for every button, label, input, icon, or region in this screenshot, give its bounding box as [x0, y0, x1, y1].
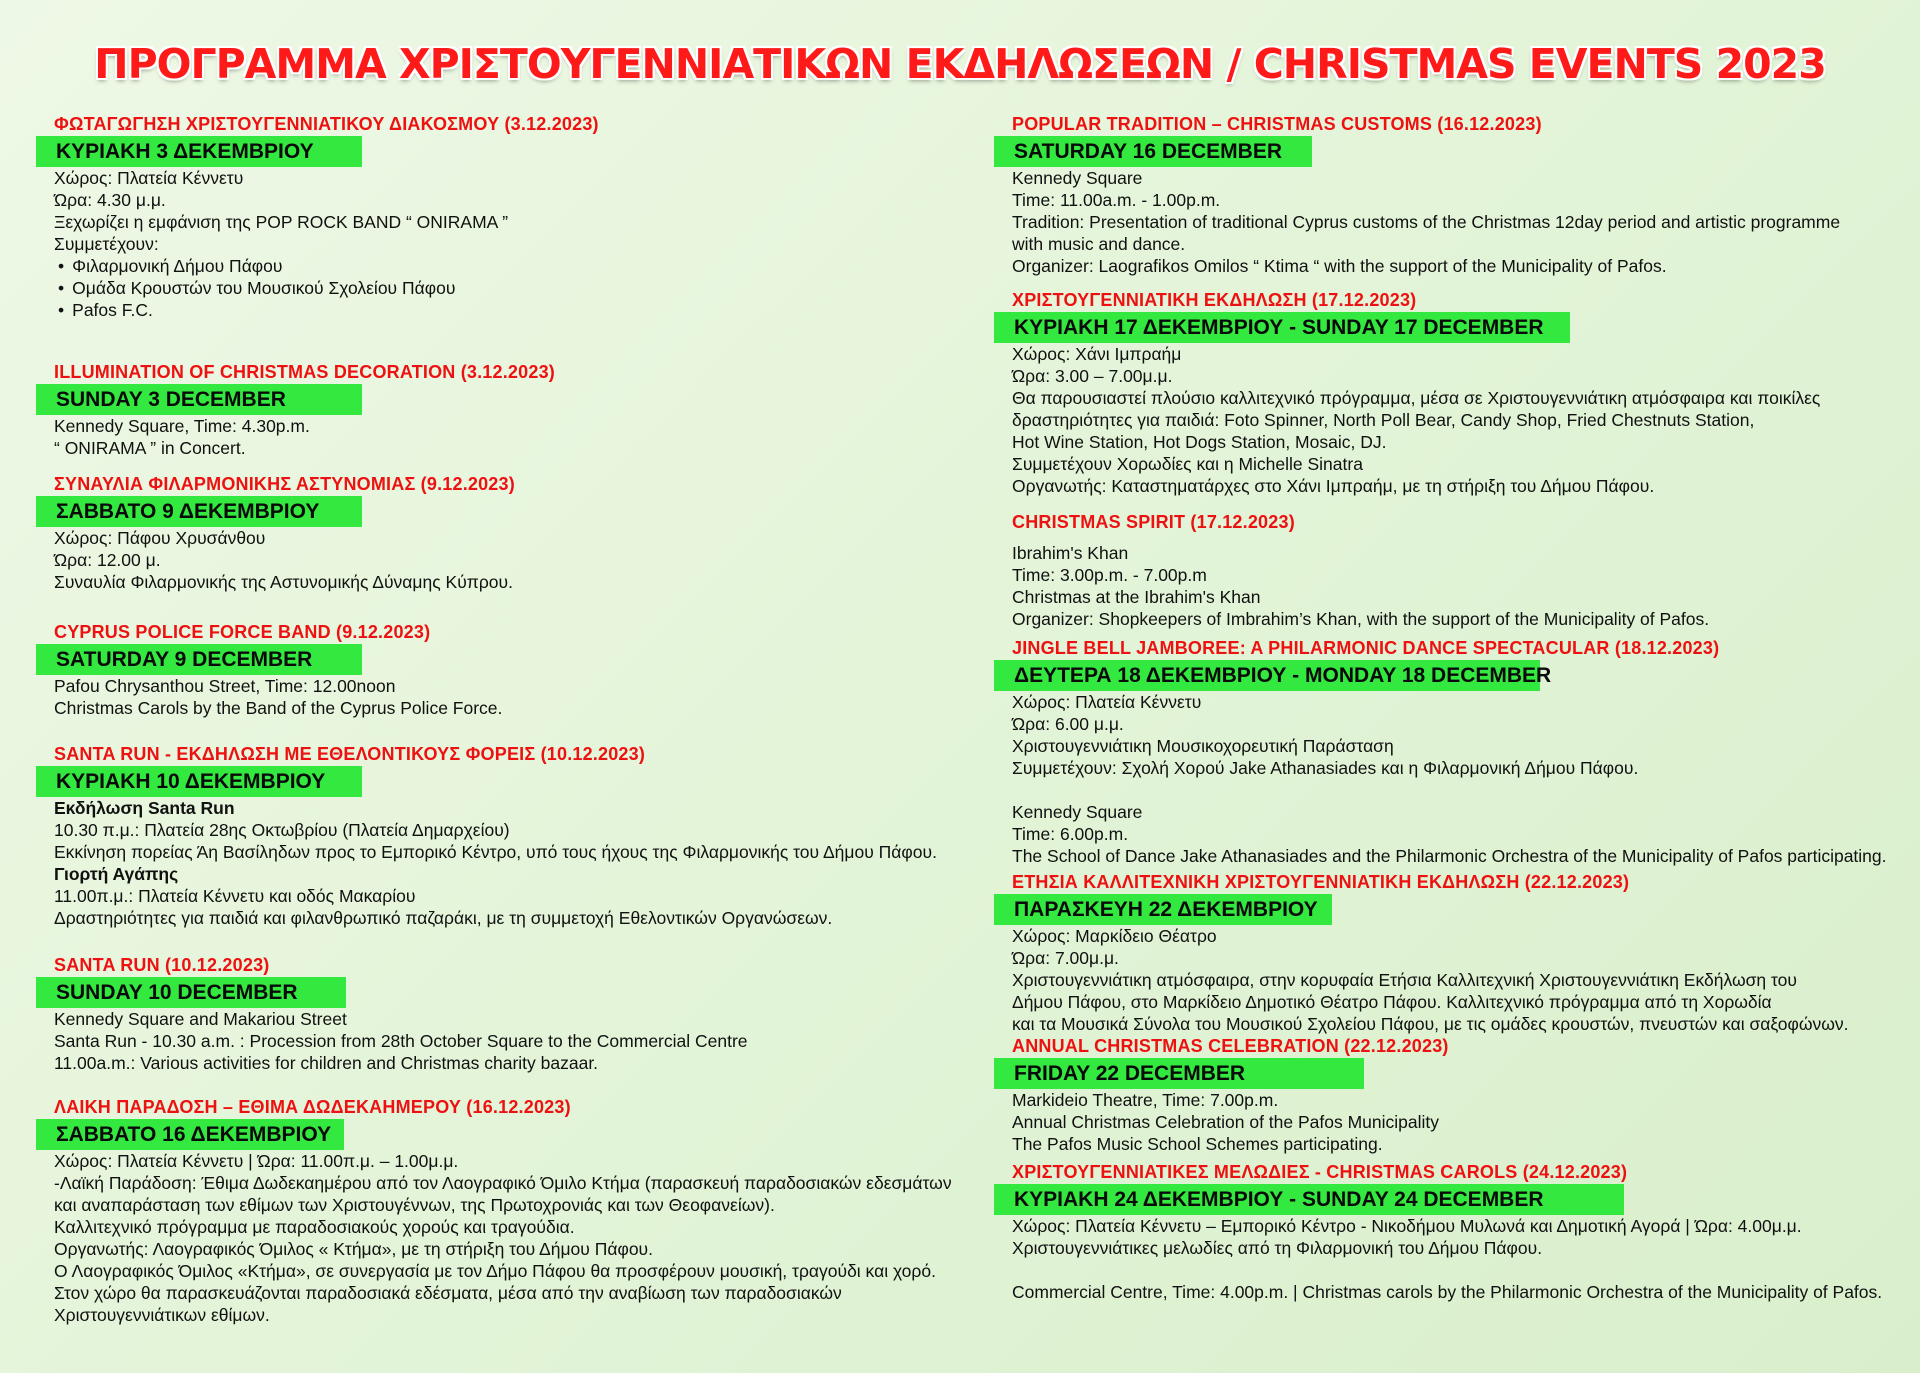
event-detail-line: Χριστουγεννιάτικη ατμόσφαιρα, στην κορυφαία Ετήσια Καλλιτεχνική Χριστουγεννιάτικη Εκδήλωση του [1012, 970, 1797, 990]
event-section [1012, 636, 1912, 867]
event-detail-line: Christmas Carols by the Band of the Cyprus Police Force. [54, 698, 503, 718]
event-detail-line: Χριστουγεννιάτικες μελωδίες από τη Φιλαρμονική του Δήμου Πάφου. [1012, 1238, 1543, 1258]
event-details [1012, 542, 1912, 630]
event-detail-line: 11.00a.m.: Various activities for children and Christmas charity bazaar. [54, 1053, 599, 1073]
event-detail-line: Kennedy Square, Time: 4.30p.m. [54, 416, 310, 436]
event-title: SANTA RUN (10.12.2023) [54, 955, 270, 975]
event-detail-line: Χώρος: Πλατεία Κέννετυ – Εμπορικό Κέντρο - Νικοδήμου Μυλωνά και Δημοτική Αγορά | Ώρα: 4.00μ.μ. [1012, 1216, 1802, 1236]
event-detail-line: The Pafos Music School Schemes participating. [1012, 1134, 1383, 1154]
event-details [1012, 925, 1912, 1035]
event-detail-line: Ibrahim's Khan [1012, 543, 1129, 563]
event-details [54, 675, 974, 719]
event-date-bar: ΚΥΡΙΑΚΗ 17 ΔΕΚΕΜΒΡΙΟΥ - SUNDAY 17 DECEMBER [994, 312, 1570, 343]
event-detail-line: και αναπαράσταση των εθίμων των Χριστουγέννων, της Πρωτοχρονιάς και των Θεοφανείων). [54, 1195, 775, 1215]
event-date-bar: SUNDAY 10 DECEMBER [36, 977, 346, 1008]
event-date-bar: SATURDAY 16 DECEMBER [994, 136, 1312, 167]
event-detail-line: 10.30 π.μ.: Πλατεία 28ης Οκτωβρίου (Πλατεία Δημαρχείου) [54, 820, 510, 840]
event-section [54, 953, 974, 1074]
event-detail-line: Συμμετέχουν Χορωδίες και η Michelle Sinatra [1012, 454, 1363, 474]
event-date-bar: ΚΥΡΙΑΚΗ 10 ΔΕΚΕΜΒΡΙΟΥ [36, 766, 362, 797]
event-detail-line: Markideio Theatre, Time: 7.00p.m. [1012, 1090, 1279, 1110]
event-detail-line: Kennedy Square and Makariou Street [54, 1009, 347, 1029]
event-detail-line: Χώρος: Πλατεία Κέννετυ | Ώρα: 11.00π.μ. – 1.00μ.μ. [54, 1151, 459, 1171]
event-detail-line: Οργανωτής: Καταστηματάρχες στο Χάνι Ιμπραήμ, με τη στήριξη του Δήμου Πάφου. [1012, 476, 1655, 496]
event-detail-line: Ώρα: 12.00 μ. [54, 550, 161, 570]
event-detail-line: Χριστουγεννιάτικων εθίμων. [54, 1305, 270, 1325]
event-title: ΧΡΙΣΤΟΥΓΕΝΝΙΑΤΙΚΗ ΕΚΔΗΛΩΣΗ (17.12.2023) [1012, 290, 1417, 310]
event-detail-line: Ο Λαογραφικός Όμιλος «Κτήμα», σε συνεργασία με τον Δήμο Πάφου θα προσφέρουν μουσική, τραγούδι και χορό. [54, 1261, 936, 1281]
event-details [54, 1008, 974, 1074]
event-detail-line: Συμμετέχουν: Σχολή Χορού Jake Athanasiades και η Φιλαρμονική Δήμου Πάφου. [1012, 758, 1639, 778]
event-detail-line: Ώρα: 3.00 – 7.00μ.μ. [1012, 366, 1173, 386]
event-section [1012, 870, 1912, 1035]
event-details [1012, 691, 1912, 867]
event-section [54, 1095, 974, 1326]
event-detail-line: και τα Μουσικά Σύνολα του Μουσικού Σχολείου Πάφου, με τις ομάδες κρουστών, πνευστών και σαξοφώνων. [1012, 1014, 1849, 1034]
event-details [1012, 1215, 1912, 1303]
event-detail-line [1012, 779, 1912, 801]
event-detail-line: Organizer: Shopkeepers of Imbrahim’s Khan, with the support of the Municipality of Pafos. [1012, 609, 1710, 629]
event-date-bar: ΣΑΒΒΑΤΟ 16 ΔΕΚΕΜΒΡΙΟΥ [36, 1119, 344, 1150]
event-detail-line: Συναυλία Φιλαρμονικής της Αστυνομικής Δύναμης Κύπρου. [54, 572, 513, 592]
event-detail-line: • Ομάδα Κρουστών του Μουσικού Σχολείου Πάφου [54, 277, 974, 299]
event-detail-line: “ ONIRAMA ” in Concert. [54, 438, 246, 458]
event-detail-line: Οργανωτής: Λαογραφικός Όμιλος « Κτήμα», με τη στήριξη του Δήμου Πάφου. [54, 1239, 653, 1259]
event-date-bar: SUNDAY 3 DECEMBER [36, 384, 362, 415]
event-detail-line: Pafou Chrysanthou Street, Time: 12.00noon [54, 676, 396, 696]
event-details [54, 167, 974, 321]
event-title: ΕΤΗΣΙΑ ΚΑΛΛΙΤΕΧΝΙΚΗ ΧΡΙΣΤΟΥΓΕΝΝΙΑΤΙΚΗ ΕΚΔΗΛΩΣΗ (22.12.2023) [1012, 872, 1630, 892]
event-detail-line: • Pafos F.C. [54, 299, 974, 321]
event-detail-line: Εκκίνηση πορείας Άη Βασίληδων προς το Εμπορικό Κέντρο, υπό τους ήχους της Φιλαρμονικής του Δήμου Πάφου. [54, 842, 937, 862]
event-detail-line: Ώρα: 4.30 μ.μ. [54, 190, 166, 210]
event-detail-line: Θα παρουσιαστεί πλούσιο καλλιτεχνικό πρόγραμμα, μέσα σε Χριστουγεννιάτικη ατμόσφαιρα και ποικίλες [1012, 388, 1821, 408]
event-detail-line: The School of Dance Jake Athanasiades and the Philarmonic Orchestra of the Municipality of Pafos participating. [1012, 846, 1887, 866]
event-detail-line: Δήμου Πάφου, στο Μαρκίδειο Δημοτικό Θέατρο Πάφου. Καλλιτεχνικό πρόγραμμα από τη Χορωδία [1012, 992, 1772, 1012]
event-detail-line [1012, 1259, 1912, 1281]
event-detail-line: Annual Christmas Celebration of the Pafos Municipality [1012, 1112, 1440, 1132]
event-section [54, 112, 974, 321]
event-detail-line: Δραστηριότητες για παιδιά και φιλανθρωπικό παζαράκι, με τη συμμετοχή Εθελοντικών Οργανώσεων. [54, 908, 833, 928]
event-detail-line: Στον χώρο θα παρασκευάζονται παραδοσιακά εδέσματα, μέσα από την αναβίωση των παραδοσιακών [54, 1283, 842, 1303]
event-detail-line: Hot Wine Station, Hot Dogs Station, Mosaic, DJ. [1012, 432, 1387, 452]
event-detail-line: Συμμετέχουν: [54, 234, 159, 254]
event-title: ΧΡΙΣΤΟΥΓΕΝΝΙΑΤΙΚΕΣ ΜΕΛΩΔΙΕΣ - CHRISTMAS CAROLS (24.12.2023) [1012, 1162, 1628, 1182]
event-detail-line: δραστηριότητες για παιδιά: Foto Spinner, North Poll Bear, Candy Shop, Fried Chestnuts Station, [1012, 410, 1755, 430]
event-detail-line: Ώρα: 6.00 μ.μ. [1012, 714, 1124, 734]
event-detail-line: Χώρος: Πάφου Χρυσάνθου [54, 528, 266, 548]
event-date-bar: ΣΑΒΒΑΤΟ 9 ΔΕΚΕΜΒΡΙΟΥ [36, 496, 362, 527]
event-date-bar: ΚΥΡΙΑΚΗ 24 ΔΕΚΕΜΒΡΙΟΥ - SUNDAY 24 DECEMBER [994, 1184, 1624, 1215]
event-section [1012, 112, 1912, 277]
event-detail-line: Χριστουγεννιάτικη Μουσικοχορευτική Παράσταση [1012, 736, 1394, 756]
event-detail-line: Ξεχωρίζει η εμφάνιση της POP ROCK BAND “ ONIRAMA ” [54, 212, 509, 232]
event-detail-line: Organizer: Laografikos Omilos “ Ktima “ with the support of the Municipality of Pafos. [1012, 256, 1667, 276]
event-details [1012, 167, 1912, 277]
event-detail-line: Kennedy Square [1012, 168, 1143, 188]
page-title: ΠΡΟΓΡΑΜΜΑ ΧΡΙΣΤΟΥΓΕΝΝΙΑΤΙΚΩΝ ΕΚΔΗΛΩΣΕΩΝ / CHRISTMAS EVENTS 2023 [94, 40, 1826, 88]
event-section [54, 472, 974, 593]
event-section [1012, 288, 1912, 497]
event-details [54, 797, 974, 929]
event-detail-line: Kennedy Square [1012, 802, 1143, 822]
event-detail-line: Χώρος: Πλατεία Κέννετυ [54, 168, 244, 188]
event-detail-line: Tradition: Presentation of traditional Cyprus customs of the Christmas 12day period and artistic programme [1012, 212, 1841, 232]
event-title: POPULAR TRADITION – CHRISTMAS CUSTOMS (16.12.2023) [1012, 114, 1542, 134]
event-detail-line: Christmas at the Ibrahim's Khan [1012, 587, 1261, 607]
event-detail-line: 11.00π.μ.: Πλατεία Κέννετυ και οδός Μακαρίου [54, 886, 416, 906]
event-detail-line: Χώρος: Χάνι Ιμπραήμ [1012, 344, 1182, 364]
event-date-bar: FRIDAY 22 DECEMBER [994, 1058, 1364, 1089]
event-detail-line: Time: 3.00p.m. - 7.00p.m [1012, 565, 1207, 585]
event-detail-line: -Λαϊκή Παράδοση: Έθιμα Δωδεκαημέρου από τον Λαογραφικό Όμιλο Κτήμα (παρασκευή παραδοσιακών εδεσμάτων [54, 1173, 952, 1193]
event-detail-line: Santa Run - 10.30 a.m. : Procession from 28th October Square to the Commercial Centre [54, 1031, 748, 1051]
event-detail-line: Χώρος: Πλατεία Κέννετυ [1012, 692, 1202, 712]
event-date-bar: ΠΑΡΑΣΚΕΥΗ 22 ΔΕΚΕΜΒΡΙΟΥ [994, 894, 1332, 925]
event-details [54, 527, 974, 593]
event-title: ΛΑΙΚΗ ΠΑΡΑΔΟΣΗ – ΕΘΙΜΑ ΔΩΔΕΚΑΗΜΕΡΟΥ (16.12.2023) [54, 1097, 571, 1117]
event-section [1012, 510, 1912, 630]
event-detail-line: with music and dance. [1012, 234, 1186, 254]
event-detail-line: Ώρα: 7.00μ.μ. [1012, 948, 1119, 968]
event-section [1012, 1160, 1912, 1303]
event-section [54, 360, 974, 459]
event-details [54, 415, 974, 459]
event-date-bar: SATURDAY 9 DECEMBER [36, 644, 362, 675]
event-detail-line: Χώρος: Μαρκίδειο Θέατρο [1012, 926, 1217, 946]
event-details [1012, 1089, 1912, 1155]
event-section [1012, 1034, 1912, 1155]
event-detail-line: Time: 6.00p.m. [1012, 824, 1129, 844]
event-title: ILLUMINATION OF CHRISTMAS DECORATION (3.12.2023) [54, 362, 555, 382]
event-detail-line: • Φιλαρμονική Δήμου Πάφου [54, 255, 974, 277]
event-detail-line: Καλλιτεχνικό πρόγραμμα με παραδοσιακούς χορούς και τραγούδια. [54, 1217, 575, 1237]
event-detail-line: Commercial Centre, Time: 4.00p.m. | Christmas carols by the Philarmonic Orchestra of the Municipality of Pafos. [1012, 1282, 1883, 1302]
event-title: JINGLE BELL JAMBOREE: A PHILARMONIC DANCE SPECTACULAR (18.12.2023) [1012, 638, 1720, 658]
event-title: CYPRUS POLICE FORCE BAND (9.12.2023) [54, 622, 431, 642]
event-section [54, 620, 974, 719]
event-title: ΣΥΝΑΥΛΙΑ ΦΙΛΑΡΜΟΝΙΚΗΣ ΑΣΤΥΝΟΜΙΑΣ (9.12.2023) [54, 474, 515, 494]
event-date-bar: ΔΕΥΤΕΡΑ 18 ΔΕΚΕΜΒΡΙΟΥ - MONDAY 18 DECEMBER [994, 660, 1540, 691]
event-detail-line: Γιορτή Αγάπης [54, 864, 179, 884]
event-detail-line: Time: 11.00a.m. - 1.00p.m. [1012, 190, 1221, 210]
event-title: ΦΩΤΑΓΩΓΗΣΗ ΧΡΙΣΤΟΥΓΕΝΝΙΑΤΙΚΟΥ ΔΙΑΚΟΣΜΟΥ (3.12.2023) [54, 114, 599, 134]
event-title: ANNUAL CHRISTMAS CELEBRATION (22.12.2023) [1012, 1036, 1449, 1056]
event-title: SANTA RUN - ΕΚΔΗΛΩΣΗ ΜΕ ΕΘΕΛΟΝΤΙΚΟΥΣ ΦΟΡΕΙΣ (10.12.2023) [54, 744, 646, 764]
event-detail-line: Εκδήλωση Santa Run [54, 798, 235, 818]
event-title: CHRISTMAS SPIRIT (17.12.2023) [1012, 512, 1295, 532]
event-section [54, 742, 974, 929]
event-date-bar: ΚΥΡΙΑΚΗ 3 ΔΕΚΕΜΒΡΙΟΥ [36, 136, 362, 167]
event-details [1012, 343, 1912, 497]
event-details [54, 1150, 974, 1326]
